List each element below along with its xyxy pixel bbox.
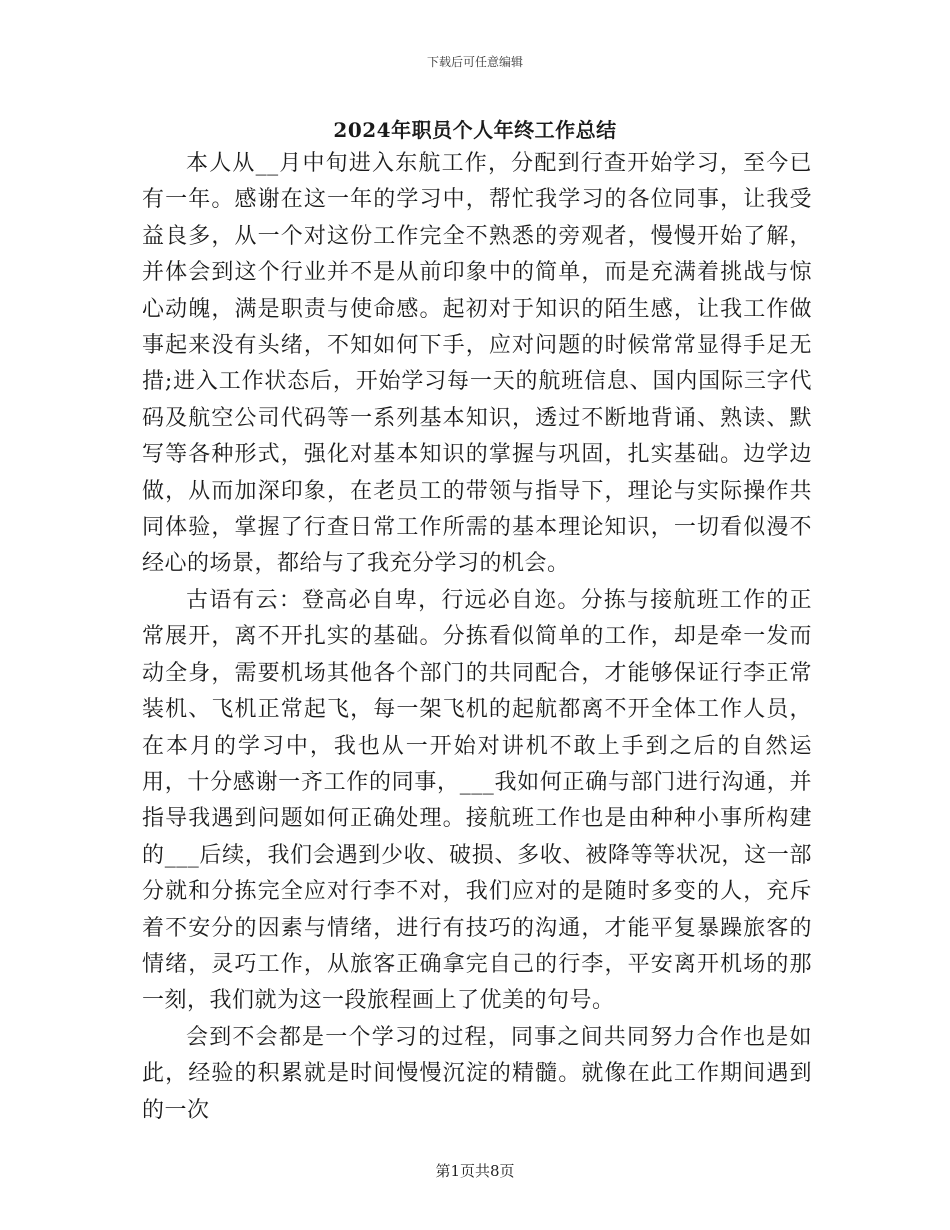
paragraph-3: 会到不会都是一个学习的过程，同事之间共同努力合作也是如此，经验的积累就是时间慢慢沉淀的精髓。就像在此工作期间遇到的一次 <box>142 1024 812 1123</box>
document-body <box>142 146 812 1129</box>
paragraph-1: 本人从__月中旬进入东航工作，分配到行查开始学习，至今已有一年。感谢在这一年的学习中，帮忙我学习的各位同事，让我受益良多，从一个对这份工作完全不熟悉的旁观者，慢慢开始了解，并体会到这个行业并不是从前印象中的简单，而是充满着挑战与惊心动魄，满是职责与使命感。起初对于知识的陌生感，让我工作做事起来没有头绪，不知如何下手，应对问题的时候常常显得手足无措;进入工作状态后，开始学习每一天的航班信息、国内国际三字代码及航空公司代码等一系列基本知识，透过不断地背诵、熟读、默写等各种形式，强化对基本知识的掌握与巩固，扎实基础。边学边做，从而加深印象，在老员工的带领与指导下，理论与实际操作共同体验，掌握了行查日常工作所需的基本理论知识，一切看似漫不经心的场景，都给与了我充分学习的机会。 <box>142 151 812 577</box>
document-title: 2024年职员个人年终工作总结 <box>333 118 617 142</box>
page-footer: 第1页共8页 <box>435 1162 515 1180</box>
header-note: 下载后可任意编辑 <box>426 55 523 69</box>
paragraph-2: 古语有云：登高必自卑，行远必自迩。分拣与接航班工作的正常展开，离不开扎实的基础。分拣看似简单的工作，却是牵一发而动全身，需要机场其他各个部门的共同配合，才能够保证行李正常装机、飞机正常起飞，每一架飞机的起航都离不开全体工作人员，在本月的学习中，我也从一开始对讲机不敢上手到之后的自然运用，十分感谢一齐工作的同事，___我如何正确与部门进行沟通，并指导我遇到问题如何正确处理。接航班工作也是由种种小事所构建的___后续，我们会遇到少收、破损、多收、被降等等状况，这一部分就和分拣完全应对行李不对，我们应对的是随时多变的人，充斥着不安分的因素与情绪，进行有技巧的沟通，才能平复暴躁旅客的情绪，灵巧工作，从旅客正确拿完自己的行李，平安离开机场的那一刻，我们就为这一段旅程画上了优美的句号。 <box>142 587 812 1014</box>
